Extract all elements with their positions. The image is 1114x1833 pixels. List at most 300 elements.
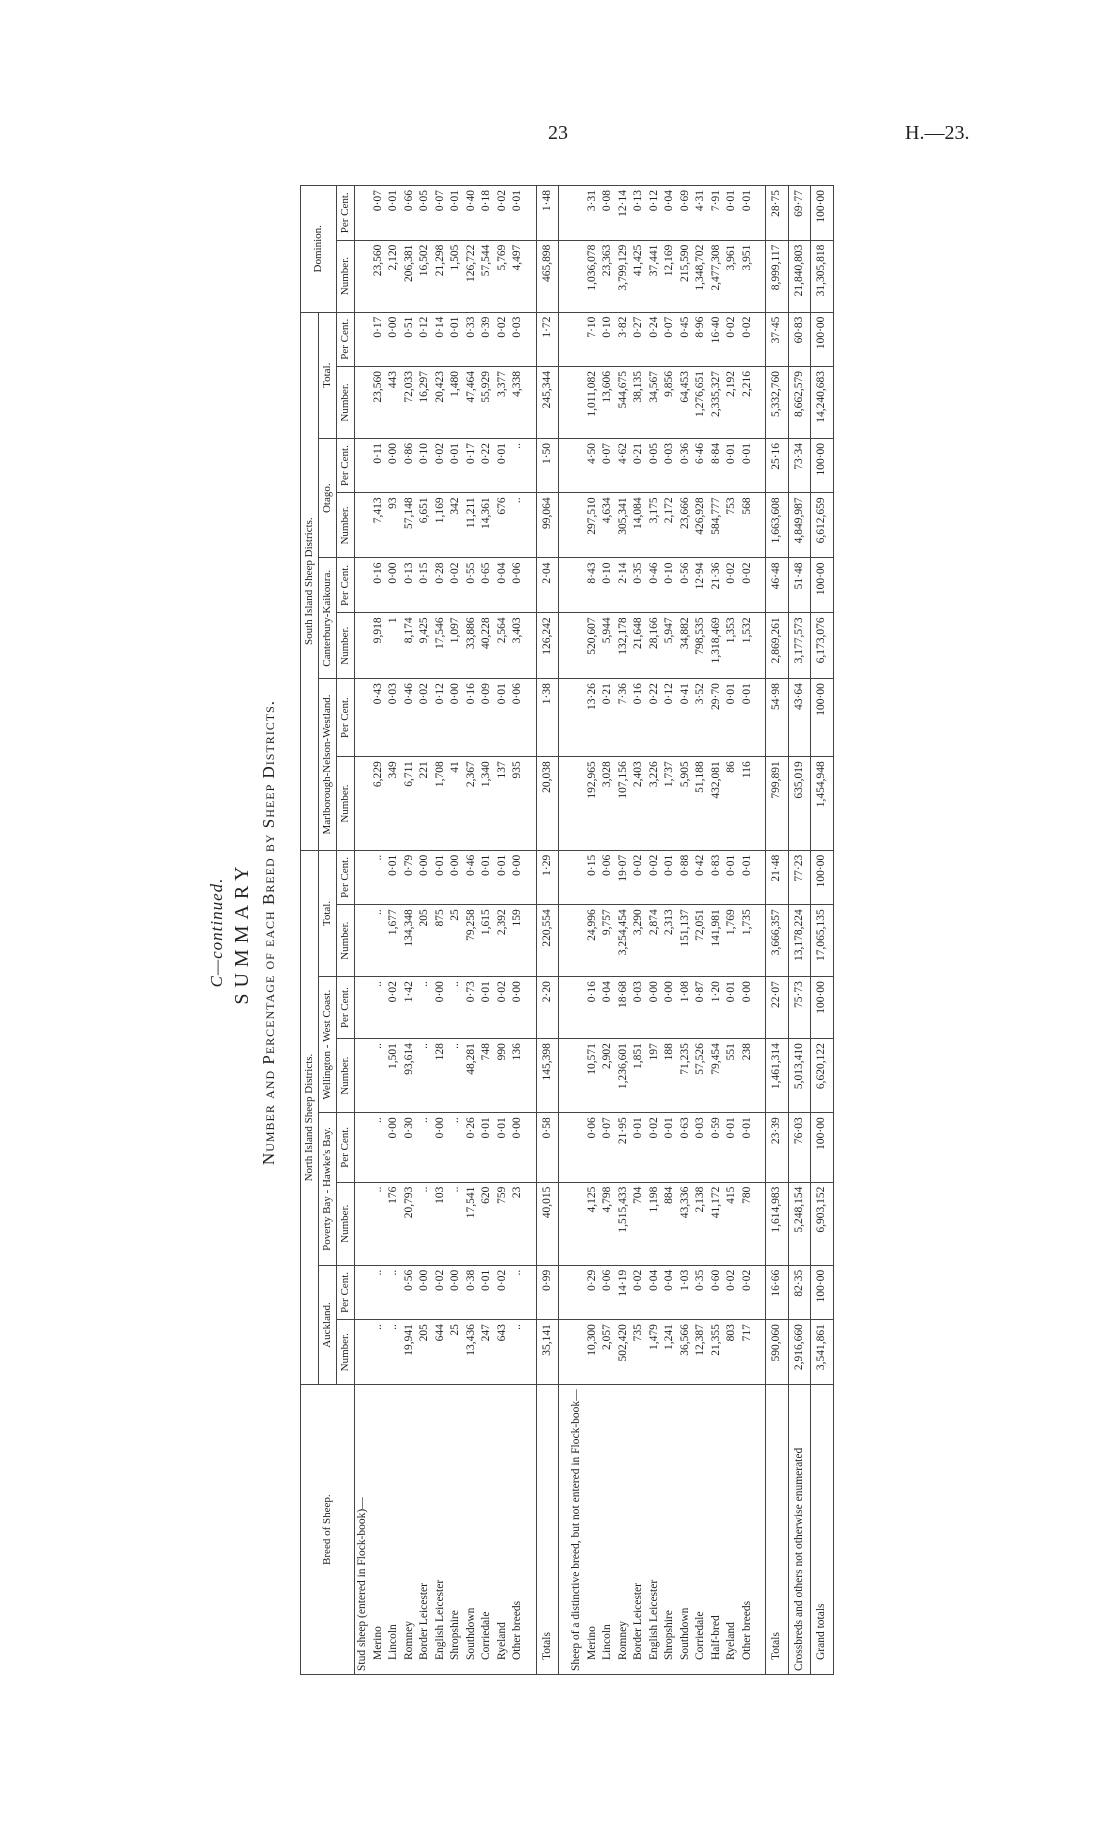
number-cell: 40,015 [536,1182,559,1265]
percent-cell: 18·68 [616,977,632,1039]
number-cell: .. [417,1182,433,1265]
percent-cell: 0·01 [740,186,756,241]
number-cell: 1,454,948 [811,757,834,851]
percent-cell: 75·73 [788,977,811,1039]
percent-cell: 0·01 [433,850,449,904]
number-cell: 21,648 [631,613,647,679]
number-cell: .. [448,1182,464,1265]
row-label: Ryeland [724,1385,740,1675]
number-cell: 990 [495,1039,511,1113]
number-cell: 1,169 [433,493,449,558]
percent-cell: .. [371,977,387,1039]
percent-cell: 100·00 [811,1113,834,1182]
number-cell: 35,141 [536,1320,559,1385]
table-row [585,186,601,1675]
percent-cell: 0·03 [631,977,647,1039]
percent-cell: 0·12 [647,186,663,241]
row-label: English Leicester [433,1385,449,1675]
number-subheader: Number. [337,1039,355,1113]
percent-cell: 100·00 [811,558,834,613]
number-subheader: Number. [337,757,355,851]
number-cell: 748 [479,1039,495,1113]
number-cell: 247 [479,1320,495,1385]
percent-cell: 0·38 [464,1265,480,1319]
number-cell: 221 [417,757,433,851]
number-cell: 3,403 [510,613,526,679]
percent-subheader: Per Cent. [337,679,355,757]
number-cell: 2,313 [662,905,678,977]
number-cell: 6,229 [371,757,387,851]
percent-cell: 0·17 [464,438,480,492]
number-cell: 704 [631,1182,647,1265]
number-cell: 21,355 [709,1320,725,1385]
percent-subheader: Per Cent. [337,977,355,1039]
number-cell: 2,192 [724,366,740,438]
percent-subheader: Per Cent. [337,1265,355,1319]
percent-cell: 0·01 [479,1113,495,1182]
percent-cell: 0·00 [510,977,526,1039]
percent-cell: 0·16 [585,977,601,1039]
percent-cell: 0·21 [631,438,647,492]
percent-cell: 0·27 [631,312,647,366]
percent-cell: 21·36 [709,558,725,613]
percent-cell: 0·39 [479,312,495,366]
row-label: Corriedale [479,1385,495,1675]
number-cell: 1,515,433 [616,1182,632,1265]
totals-row [536,186,559,1675]
number-cell: 13,606 [600,366,616,438]
number-cell: 12,387 [693,1320,709,1385]
percent-cell: 100·00 [811,977,834,1039]
row-label: Ryeland [495,1385,511,1675]
percent-cell: 0·00 [386,438,402,492]
percent-cell: 0·13 [402,558,418,613]
number-cell: 2,916,660 [788,1320,811,1385]
percent-cell: 0·60 [709,1265,725,1319]
percent-cell: 0·02 [740,1265,756,1319]
row-label: Border Leicester [417,1385,433,1675]
percent-cell: 0·04 [647,1265,663,1319]
number-cell: 1 [386,613,402,679]
number-cell: 79,258 [464,905,480,977]
number-cell: 1,276,651 [693,366,709,438]
percent-cell: 0·09 [479,679,495,757]
number-cell: 644 [433,1320,449,1385]
number-cell: 9,856 [662,366,678,438]
percent-cell: 0·02 [740,558,756,613]
percent-cell: 0·06 [510,558,526,613]
table-row [448,186,464,1675]
number-cell: 4,798 [600,1182,616,1265]
number-cell: 72,051 [693,905,709,977]
percent-cell: .. [448,1113,464,1182]
table-row [678,186,694,1675]
percent-cell: 0·10 [662,558,678,613]
percent-cell: 0·01 [662,1113,678,1182]
percent-cell: 0·51 [402,312,418,366]
number-cell: 17,546 [433,613,449,679]
row-label: Crossbreds and others not otherwise enumerated [788,1385,811,1675]
number-cell: 31,305,818 [811,240,834,312]
number-cell: 1,340 [479,757,495,851]
number-cell: 23,560 [371,240,387,312]
percent-cell: 0·00 [740,977,756,1039]
percent-cell: 2·20 [536,977,559,1039]
district-header: Auckland. [319,1265,337,1385]
number-cell: 1,236,601 [616,1039,632,1113]
percent-cell: 0·00 [386,312,402,366]
percent-cell: 0·12 [417,312,433,366]
totals-row [766,186,789,1675]
percent-cell: 0·01 [724,977,740,1039]
number-cell: 151,137 [678,905,694,977]
percent-cell: 0·00 [433,977,449,1039]
percent-cell: 0·01 [386,850,402,904]
percent-cell: 21·95 [616,1113,632,1182]
percent-cell: 0·01 [662,850,678,904]
number-cell: 2,172 [662,493,678,558]
percent-cell: .. [510,438,526,492]
number-cell: 6,173,076 [811,613,834,679]
percent-cell: 54·98 [766,679,789,757]
row-label: Lincoln [386,1385,402,1675]
number-cell: 676 [495,493,511,558]
percent-cell: 0·01 [479,850,495,904]
percent-cell: 1·48 [536,186,559,241]
percent-subheader: Per Cent. [337,312,355,366]
row-label: Shropshire [448,1385,464,1675]
percent-subheader: Per Cent. [337,438,355,492]
percent-cell: 29·70 [709,679,725,757]
district-header: Canterbury-Kaikoura. [319,558,337,679]
number-cell: 126,242 [536,613,559,679]
number-cell: 25 [448,905,464,977]
percent-cell: 0·02 [631,850,647,904]
percent-cell: 0·06 [510,679,526,757]
number-cell: 875 [433,905,449,977]
percent-cell: 0·65 [479,558,495,613]
number-cell: 7,413 [371,493,387,558]
number-cell: 17,065,135 [811,905,834,977]
percent-cell: 100·00 [811,850,834,904]
percent-cell: 16·40 [709,312,725,366]
table-row [371,186,387,1675]
number-cell: 2,874 [647,905,663,977]
row-label: Romney [616,1385,632,1675]
number-cell: .. [417,1039,433,1113]
table-row [631,186,647,1675]
number-cell: 25 [448,1320,464,1385]
percent-cell: 0·02 [647,1113,663,1182]
percent-cell: 0·11 [371,438,387,492]
number-cell: 8,662,579 [788,366,811,438]
number-cell: 415 [724,1182,740,1265]
number-cell: 71,235 [678,1039,694,1113]
grand-totals-row [811,186,834,1675]
number-cell: 5,769 [495,240,511,312]
row-label: Southdown [464,1385,480,1675]
number-cell: 798,535 [693,613,709,679]
number-cell: 47,464 [464,366,480,438]
table-row [693,186,709,1675]
number-cell: 803 [724,1320,740,1385]
number-cell: 16,502 [417,240,433,312]
percent-cell: 0·03 [662,438,678,492]
percent-cell: 0·05 [647,438,663,492]
number-cell: .. [371,1320,387,1385]
percent-cell: 1·38 [536,679,559,757]
percent-cell: 16·66 [766,1265,789,1319]
number-cell: 1,461,314 [766,1039,789,1113]
number-cell: 220,554 [536,905,559,977]
number-cell: 107,156 [616,757,632,851]
number-cell: 19,941 [402,1320,418,1385]
number-cell: 10,571 [585,1039,601,1113]
number-subheader: Number. [337,905,355,977]
percent-cell: 0·02 [448,558,464,613]
percent-cell: 0·45 [678,312,694,366]
number-subheader: Number. [337,1182,355,1265]
number-cell: 1,011,082 [585,366,601,438]
percent-cell: 4·50 [585,438,601,492]
table-row [662,186,678,1675]
percent-cell: 21·48 [766,850,789,904]
number-cell: 2,335,327 [709,366,725,438]
number-cell: 465,898 [536,240,559,312]
percent-cell: 0·02 [495,1265,511,1319]
table-row [616,186,632,1675]
percent-cell: 0·04 [600,977,616,1039]
number-cell: 3,799,129 [616,240,632,312]
number-cell: 57,544 [479,240,495,312]
percent-cell: 0·30 [402,1113,418,1182]
number-cell: 1,505 [448,240,464,312]
percent-cell: 0·00 [386,558,402,613]
percent-cell: 0·00 [386,1113,402,1182]
percent-cell: 0·63 [678,1113,694,1182]
number-cell: 1,708 [433,757,449,851]
percent-cell: 12·14 [616,186,632,241]
number-cell: 72,033 [402,366,418,438]
percent-cell: 0·00 [417,1265,433,1319]
number-cell: 1,615 [479,905,495,977]
percent-cell: 0·01 [724,850,740,904]
number-cell: 6,612,659 [811,493,834,558]
percent-cell: 82·35 [788,1265,811,1319]
row-label: Other breeds [510,1385,526,1675]
percent-cell: 0·01 [631,1113,647,1182]
district-header: Otago. [319,438,337,558]
percent-cell: 0·00 [417,850,433,904]
percent-cell: 0·01 [448,438,464,492]
percent-cell: 7·91 [709,186,725,241]
number-cell: 23,560 [371,366,387,438]
percent-cell: 0·29 [585,1265,601,1319]
district-header: Total. [319,312,337,438]
percent-cell: 0·02 [740,312,756,366]
number-cell: 41,172 [709,1182,725,1265]
percent-cell: 0·83 [709,850,725,904]
row-label: Corriedale [693,1385,709,1675]
percent-cell: 1·08 [678,977,694,1039]
percent-cell: 0·10 [417,438,433,492]
percent-cell: 0·01 [495,1113,511,1182]
number-cell: 8,999,117 [766,240,789,312]
percent-cell: 0·12 [433,679,449,757]
number-cell: 8,174 [402,613,418,679]
rotated-summary-table [155,180,955,1685]
number-cell: 192,965 [585,757,601,851]
number-cell: 1,737 [662,757,678,851]
row-label: Merino [585,1385,601,1675]
number-cell: 590,060 [766,1320,789,1385]
percent-cell: 0·22 [479,438,495,492]
number-cell: 1,769 [724,905,740,977]
number-subheader: Number. [337,493,355,558]
percent-cell: 0·06 [600,850,616,904]
percent-cell: 0·00 [448,850,464,904]
percent-cell: 3·31 [585,186,601,241]
number-cell: 57,526 [693,1039,709,1113]
number-cell: 20,423 [433,366,449,438]
percent-cell: .. [371,1113,387,1182]
percent-cell: 0·07 [600,1113,616,1182]
percent-cell: 0·05 [417,186,433,241]
number-cell: 2,367 [464,757,480,851]
number-cell: 5,332,760 [766,366,789,438]
percent-cell: 25·16 [766,438,789,492]
percent-cell: 0·01 [495,679,511,757]
number-cell: 780 [740,1182,756,1265]
percent-cell: 0·02 [417,679,433,757]
percent-cell: 0·01 [448,186,464,241]
percent-cell: 0·36 [678,438,694,492]
percent-cell: 0·01 [495,850,511,904]
percent-cell: 0·07 [662,312,678,366]
percent-cell: 0·07 [371,186,387,241]
percent-cell: 100·00 [811,679,834,757]
number-cell: 3,290 [631,905,647,977]
number-cell: 12,169 [662,240,678,312]
row-label: Other breeds [740,1385,756,1675]
percent-cell: 0·04 [495,558,511,613]
row-label: Lincoln [600,1385,616,1675]
percent-cell: .. [371,850,387,904]
number-cell: 3,254,454 [616,905,632,977]
percent-cell: 0·35 [631,558,647,613]
number-cell: 245,344 [536,366,559,438]
percent-cell: 0·02 [724,558,740,613]
number-cell: 14,240,683 [811,366,834,438]
number-cell: 126,722 [464,240,480,312]
number-cell: 443 [386,366,402,438]
percent-subheader: Per Cent. [337,1113,355,1182]
percent-cell: .. [510,1265,526,1319]
number-cell: 2,120 [386,240,402,312]
number-cell: 145,398 [536,1039,559,1113]
number-cell: 3,177,573 [788,613,811,679]
number-cell: 3,541,861 [811,1320,834,1385]
percent-subheader: Per Cent. [337,558,355,613]
percent-cell: 100·00 [811,1265,834,1319]
percent-cell: 8·84 [709,438,725,492]
number-cell: 21,840,803 [788,240,811,312]
south-island-header: South Island Sheep Districts. [301,312,319,850]
crossbreds-row [788,186,811,1675]
number-cell: 1,614,983 [766,1182,789,1265]
percent-cell: 100·00 [811,312,834,366]
percent-cell: 0·16 [631,679,647,757]
percent-cell: .. [448,977,464,1039]
number-cell: 568 [740,493,756,558]
percent-cell: 0·46 [402,679,418,757]
number-cell: 3,028 [600,757,616,851]
percent-cell: 73·34 [788,438,811,492]
percent-cell: 0·88 [678,850,694,904]
percent-cell: .. [417,1113,433,1182]
number-cell: 6,711 [402,757,418,851]
percent-cell: 0·22 [647,679,663,757]
percent-cell: 0·18 [479,186,495,241]
heading-subtitle: Number and Percentage of each Breed by Sheep Districts. [259,699,278,1166]
number-cell: 2,216 [740,366,756,438]
percent-cell: 23·39 [766,1113,789,1182]
percent-cell: 0·01 [448,312,464,366]
number-cell: 36,566 [678,1320,694,1385]
number-cell: 1,532 [740,613,756,679]
number-cell: 9,918 [371,613,387,679]
number-cell: 2,392 [495,905,511,977]
number-cell: 23,363 [600,240,616,312]
percent-cell: 2·04 [536,558,559,613]
number-cell: 1,851 [631,1039,647,1113]
number-cell: 520,607 [585,613,601,679]
number-cell: 1,501 [386,1039,402,1113]
number-cell: 141,981 [709,905,725,977]
percent-cell: 0·00 [647,977,663,1039]
row-label: Half-bred [709,1385,725,1675]
number-cell: 48,281 [464,1039,480,1113]
number-cell: 1,677 [386,905,402,977]
percent-cell: 1·20 [709,977,725,1039]
number-cell: 349 [386,757,402,851]
number-cell: 34,567 [647,366,663,438]
percent-cell: 0·00 [448,1265,464,1319]
number-subheader: Number. [337,240,355,312]
percent-cell: 1·50 [536,438,559,492]
percent-cell: 0·01 [740,438,756,492]
number-cell: 717 [740,1320,756,1385]
number-cell: 116 [740,757,756,851]
number-cell: 551 [724,1039,740,1113]
number-cell: 643 [495,1320,511,1385]
number-cell: 5,013,410 [788,1039,811,1113]
percent-cell: 0·00 [510,850,526,904]
number-cell: 935 [510,757,526,851]
number-cell: 4,125 [585,1182,601,1265]
percent-cell: 6·46 [693,438,709,492]
number-cell: 17,541 [464,1182,480,1265]
percent-cell: 22·07 [766,977,789,1039]
number-cell: 41,425 [631,240,647,312]
number-cell: 11,211 [464,493,480,558]
number-cell: 2,057 [600,1320,616,1385]
number-cell: 502,420 [616,1320,632,1385]
number-cell: 159 [510,905,526,977]
percent-cell: 12·94 [693,558,709,613]
district-header: Wellington - West Coast. [319,977,337,1113]
district-header: Total. [319,850,337,976]
